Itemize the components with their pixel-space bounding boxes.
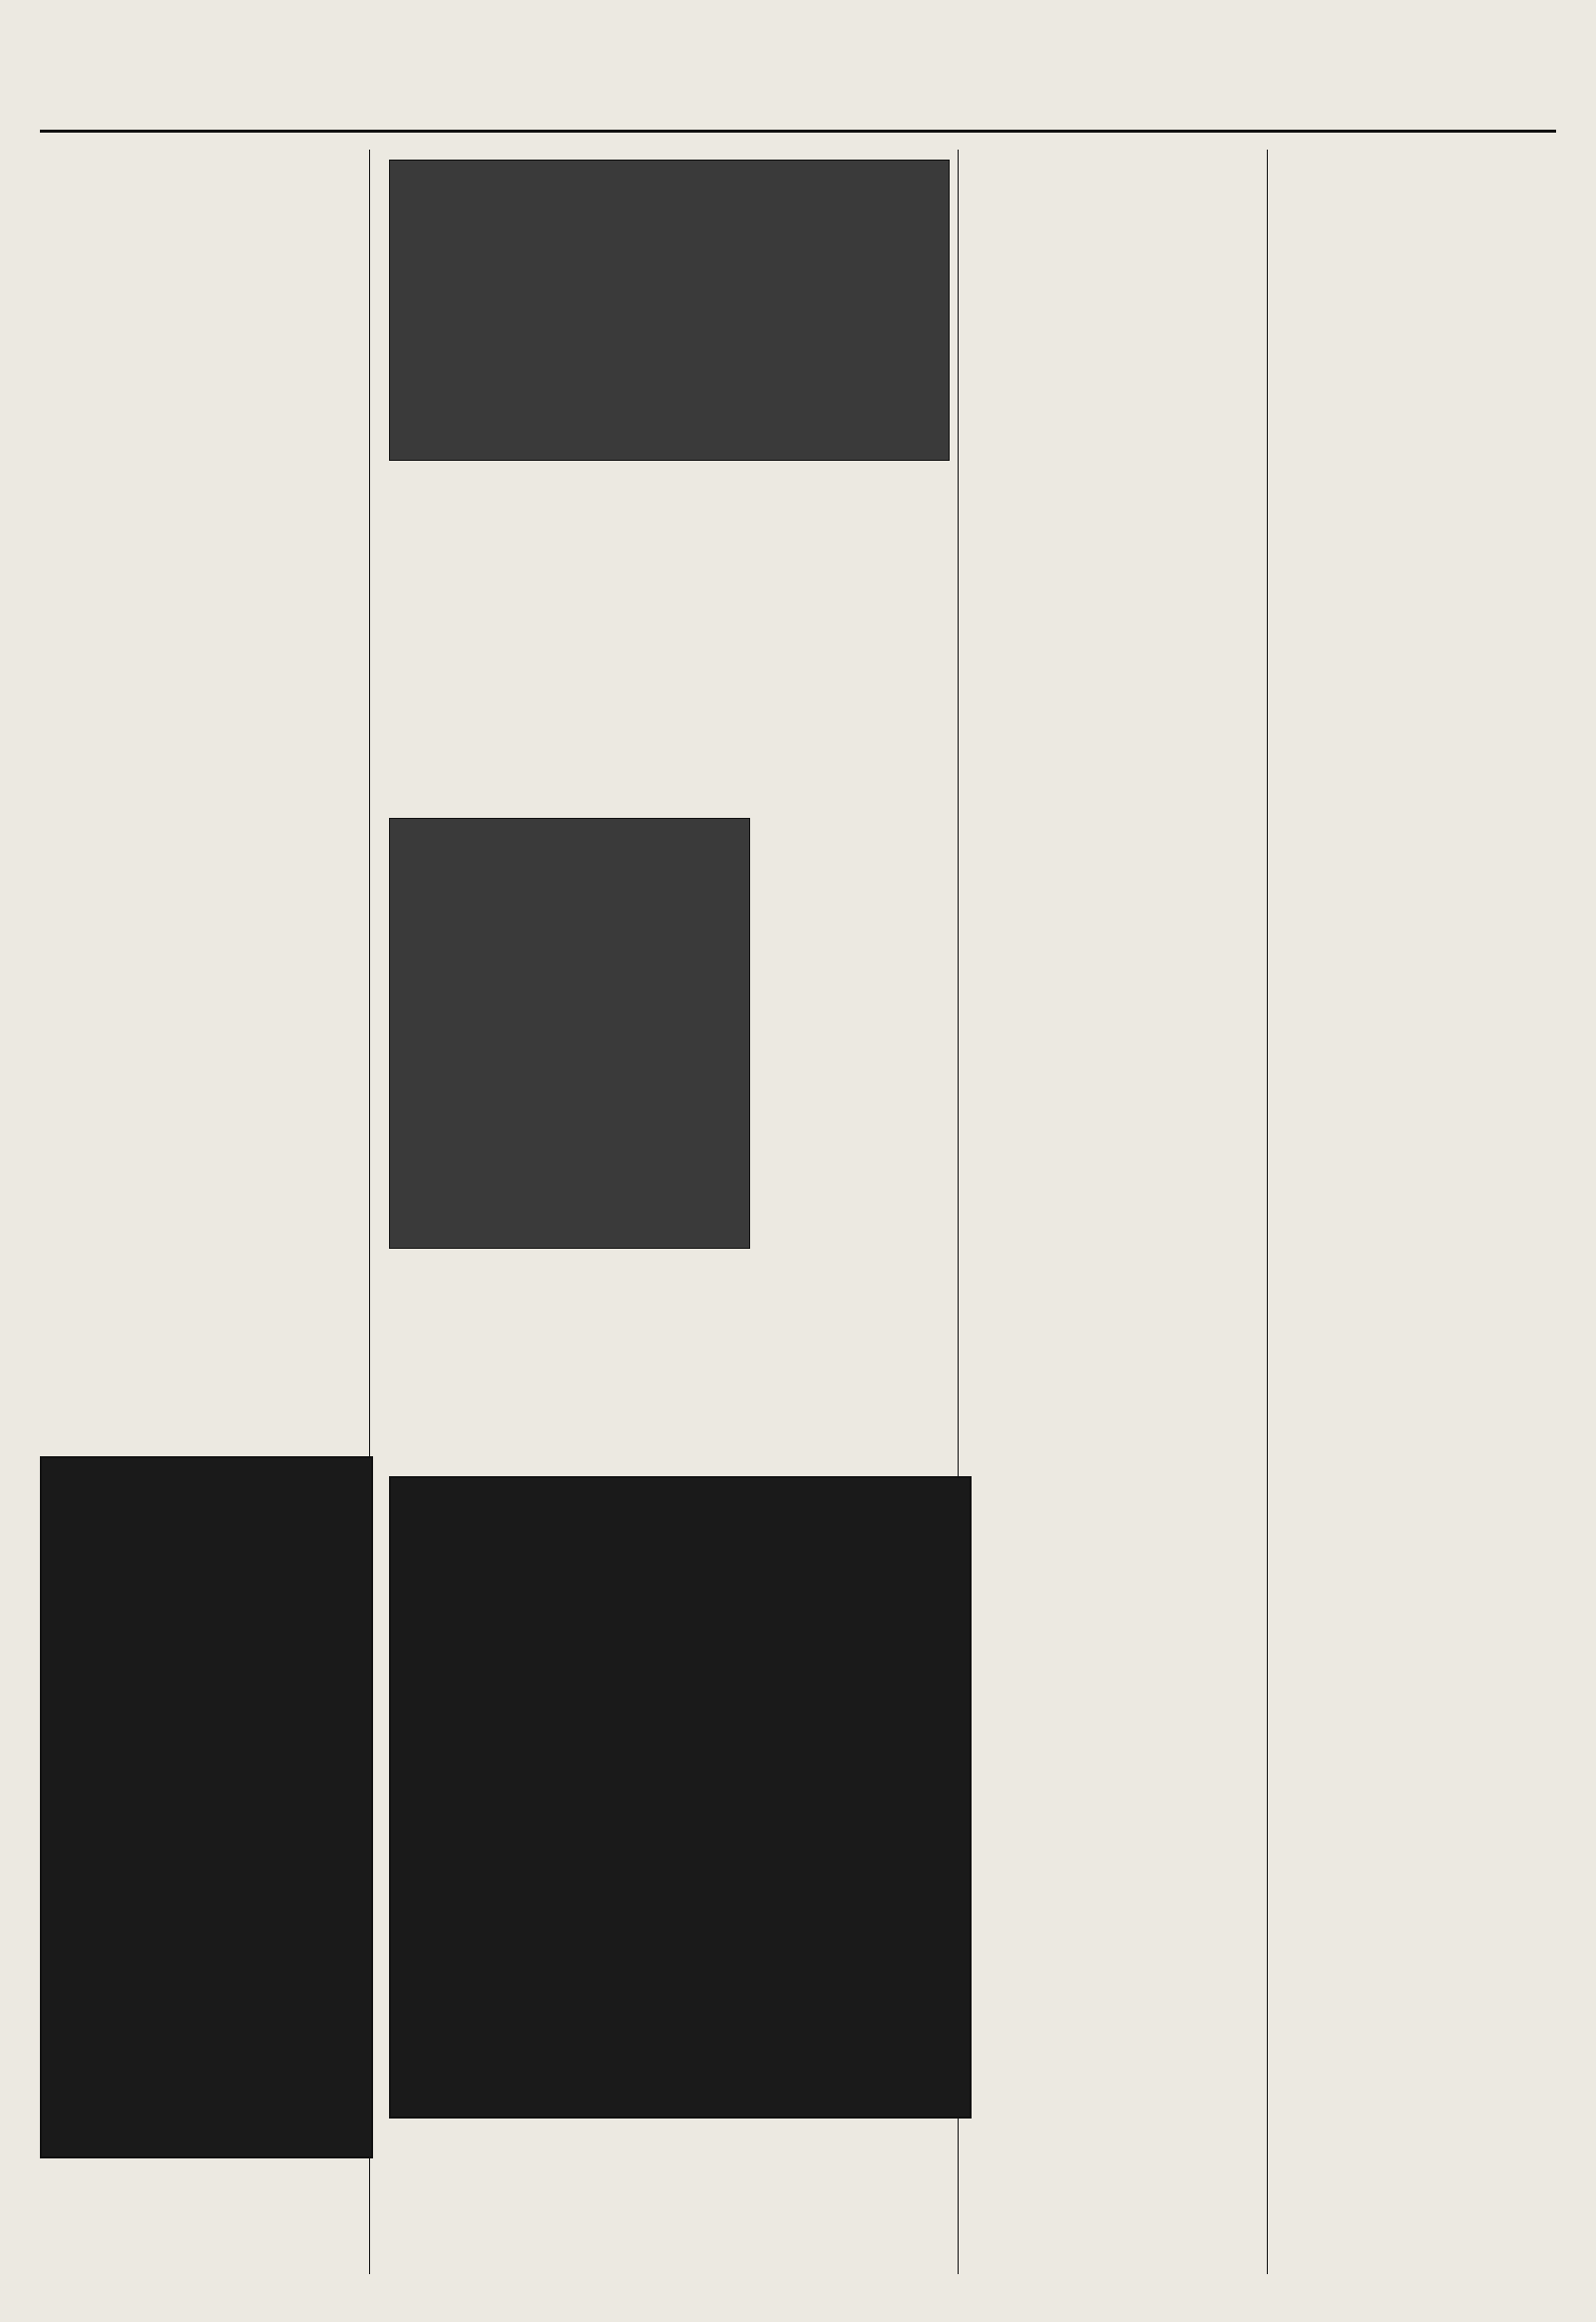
column-3: [968, 150, 1268, 2274]
column-1-body: [48, 209, 361, 509]
masthead: [40, 70, 1556, 133]
column-4: [1277, 150, 1556, 2274]
column-4-body: [1285, 209, 1548, 509]
column-1-headline: [48, 160, 361, 199]
advertisement-1: [40, 1456, 373, 2158]
news-photo-1: [389, 160, 950, 461]
column-4-headline: [1285, 160, 1548, 199]
news-photo-2: [389, 818, 750, 1249]
advertisement-2: [389, 1476, 972, 2119]
column-3-headline: [976, 160, 1259, 199]
column-3-body: [976, 209, 1259, 509]
